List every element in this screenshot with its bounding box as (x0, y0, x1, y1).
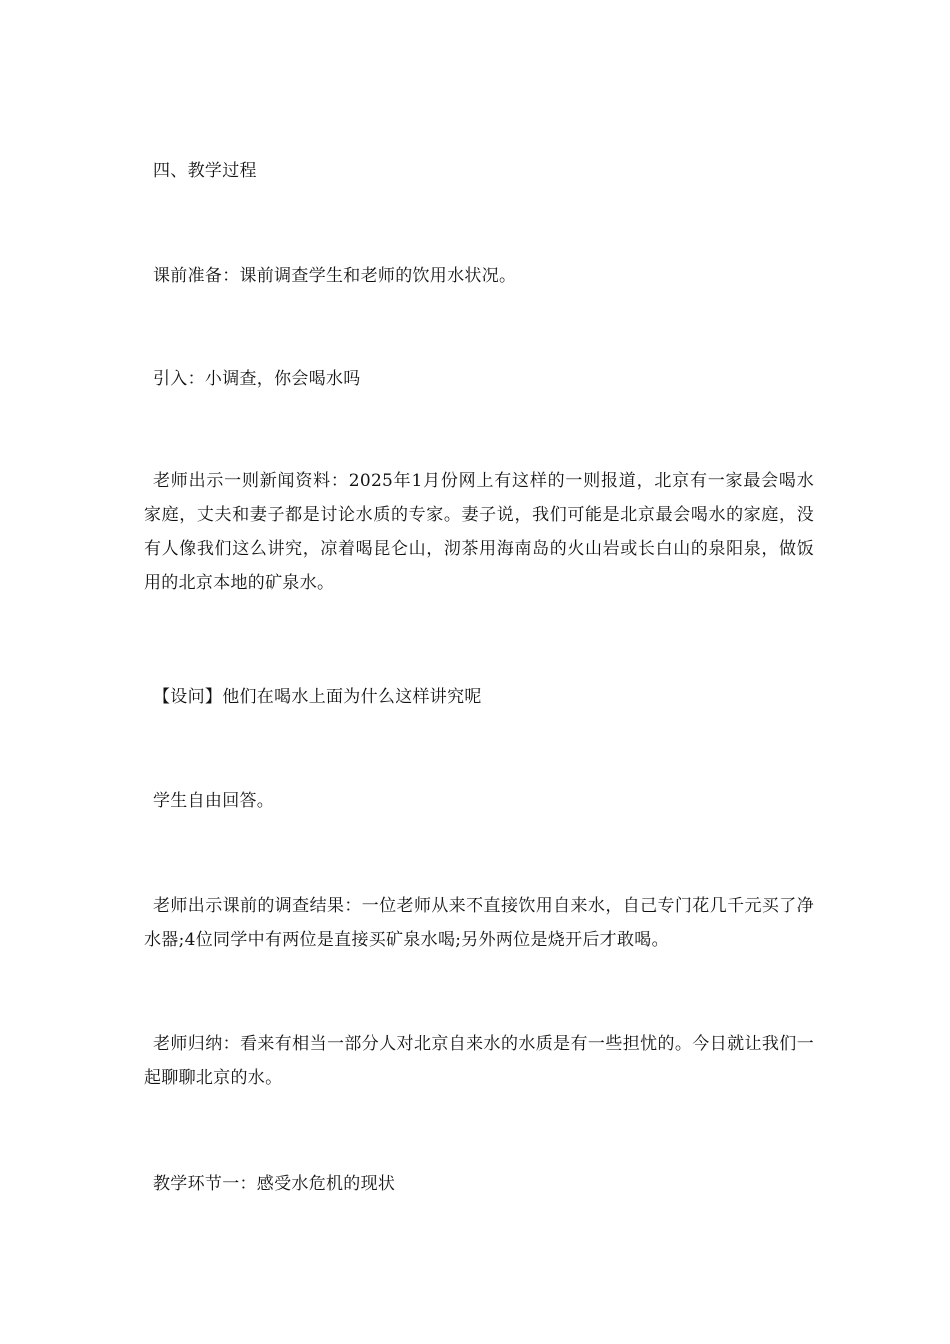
paragraph-introduction: 引入：小调查，你会喝水吗 (153, 369, 361, 389)
paragraph-preparation: 课前准备：课前调查学生和老师的饮用水状况。 (153, 266, 517, 286)
paragraph-question: 【设问】他们在喝水上面为什么这样讲究呢 (153, 687, 482, 707)
paragraph-teaching-step-one: 教学环节一：感受水危机的现状 (153, 1174, 396, 1194)
paragraph-teacher-summary: 老师归纳：看来有相当一部分人对北京自来水的水质是有一些担忧的。今日就让我们一起聊聊北京的水。 (144, 1034, 814, 1088)
section-heading-teaching-process: 四、教学过程 (153, 161, 257, 181)
paragraph-survey-results: 老师出示课前的调查结果：一位老师从来不直接饮用自来水，自己专门花几千元买了净水器;4位同学中有两位是直接买矿泉水喝;另外两位是烧开后才敢喝。 (144, 896, 814, 950)
paragraph-news-material: 老师出示一则新闻资料：2025年1月份网上有这样的一则报道，北京有一家最会喝水家庭，丈夫和妻子都是讨论水质的专家。妻子说，我们可能是北京最会喝水的家庭，没有人像我们这么讲究，凉着喝昆仑山，沏茶用海南岛的火山岩或长白山的泉阳泉，做饭用的北京本地的矿泉水。 (144, 471, 814, 593)
paragraph-student-answer: 学生自由回答。 (153, 791, 275, 811)
